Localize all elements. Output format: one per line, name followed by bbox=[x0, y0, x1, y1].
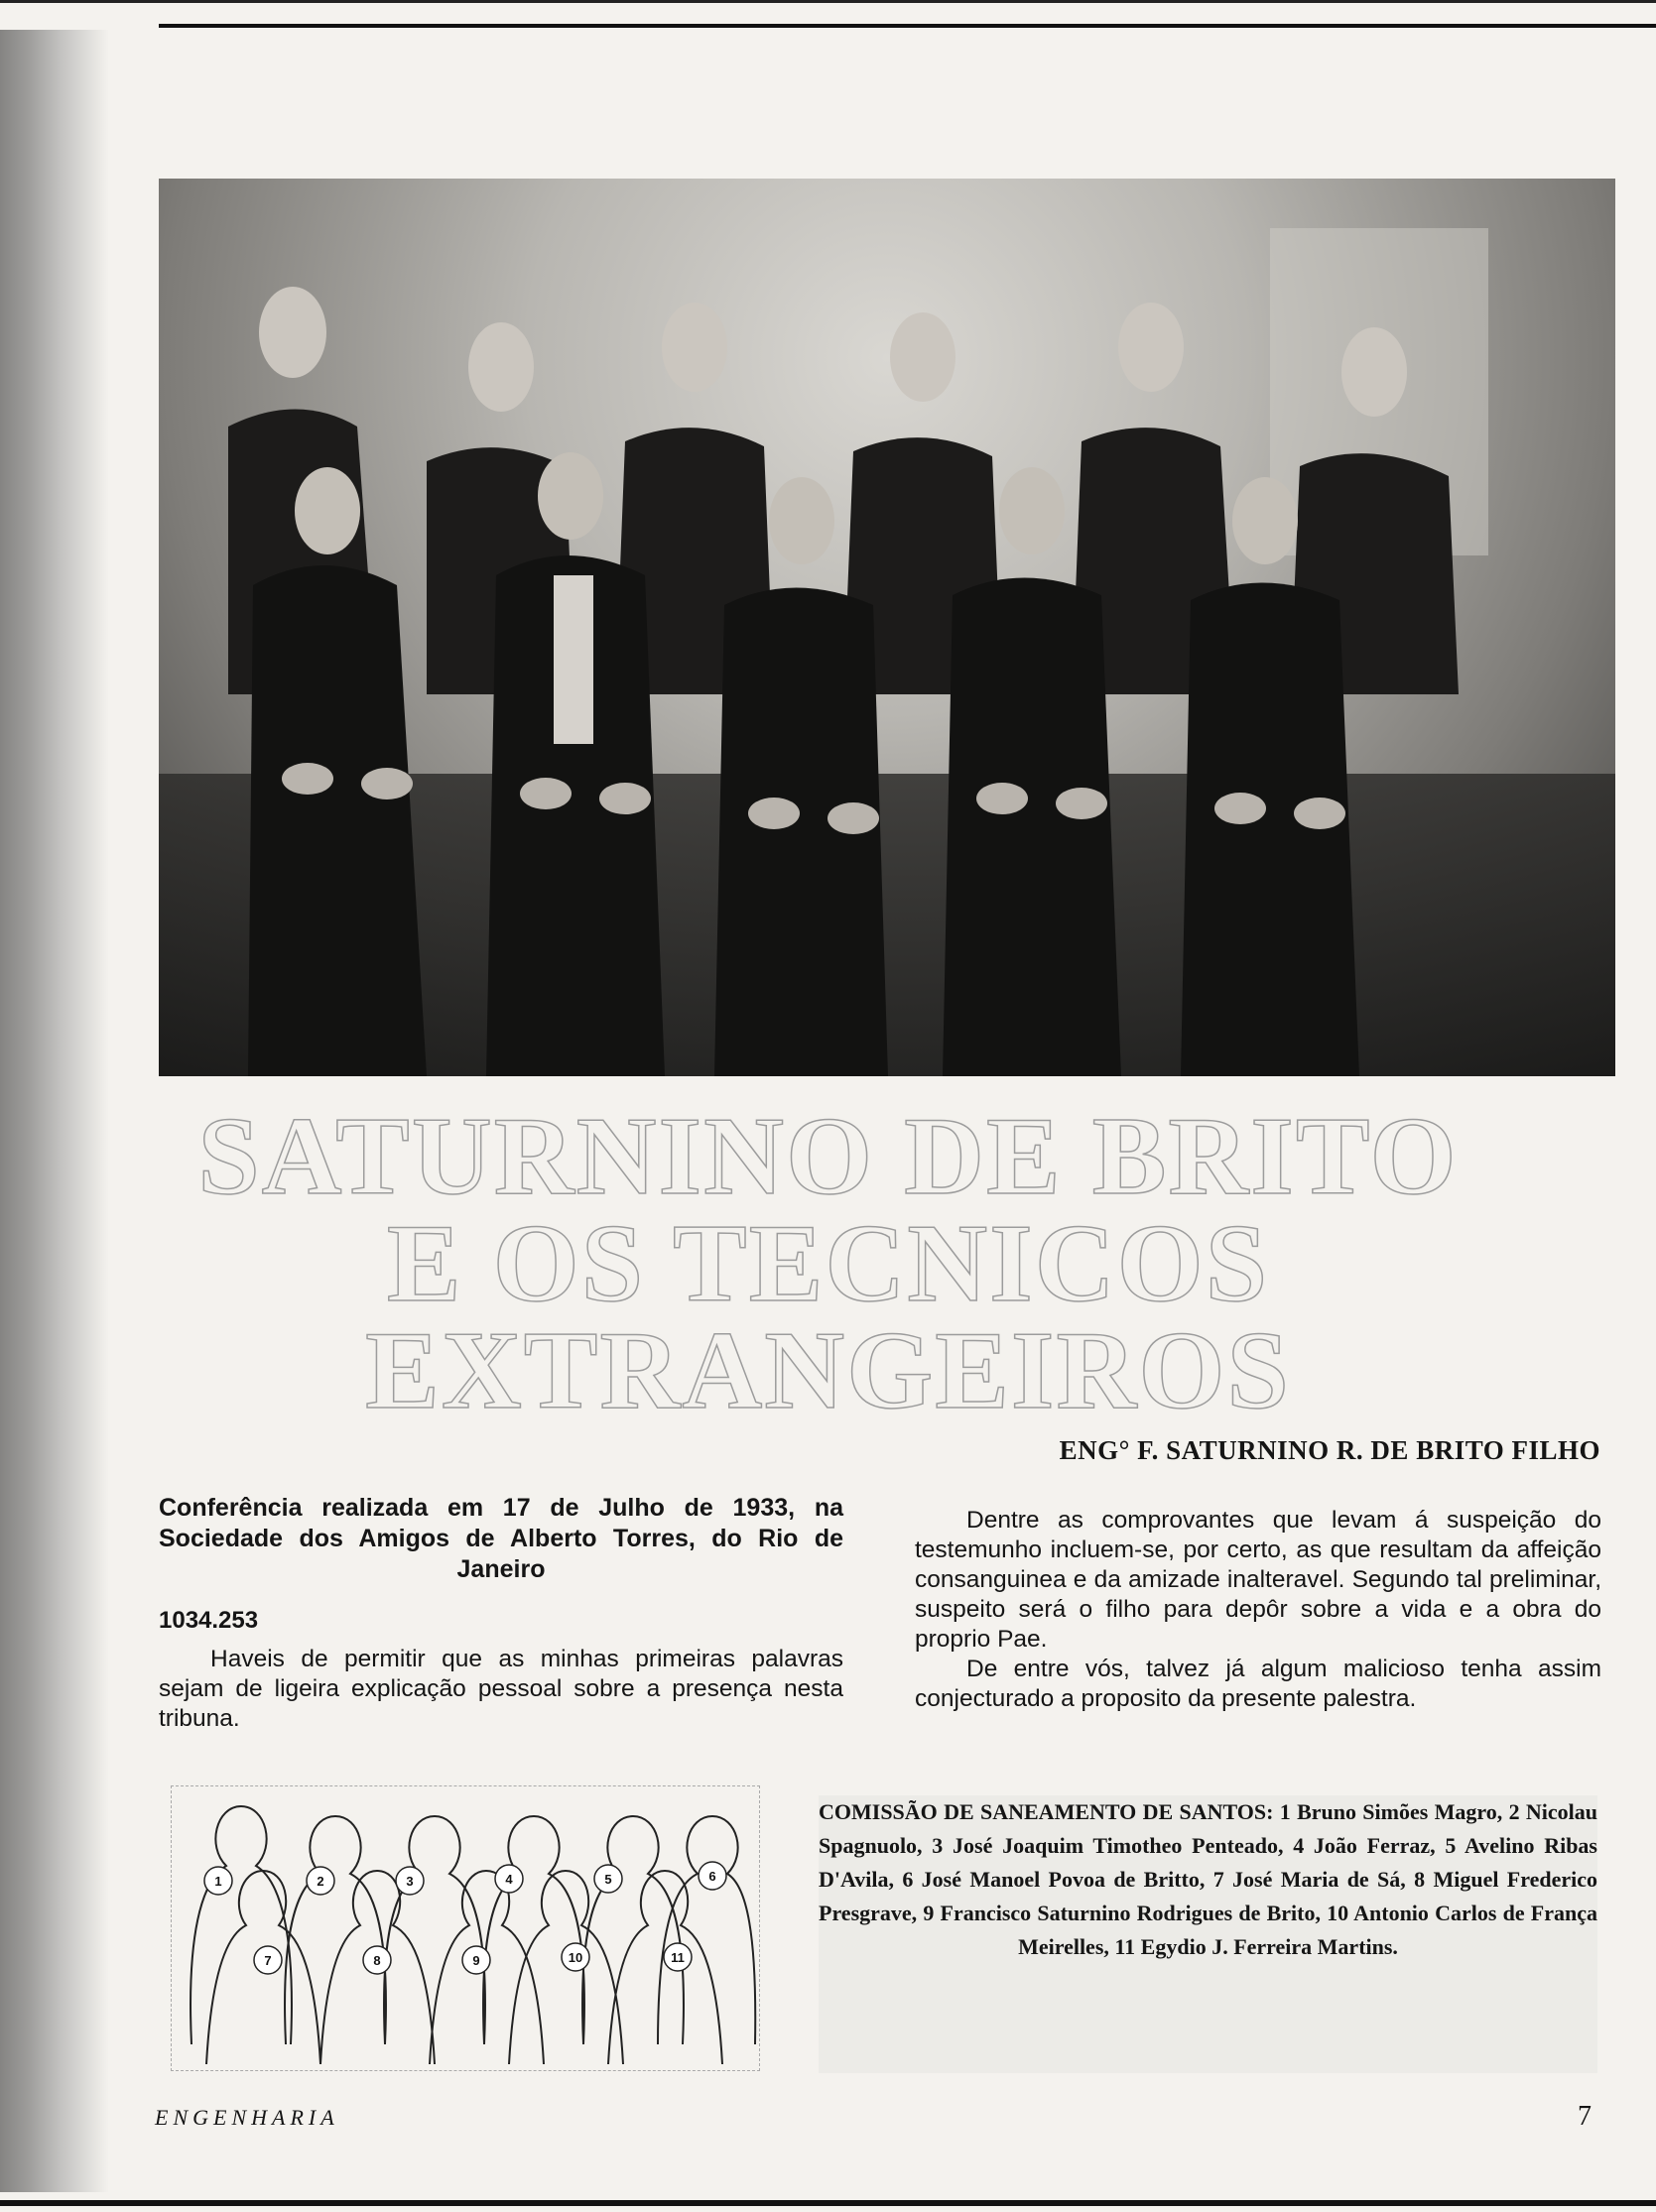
key-number-8: 8 bbox=[373, 1953, 381, 1968]
key-number-6: 6 bbox=[708, 1869, 716, 1884]
right-column bbox=[915, 1506, 1601, 1714]
key-number-7: 7 bbox=[264, 1953, 272, 1968]
left-column bbox=[159, 1493, 843, 1734]
conference-note: Conferência realizada em 17 de Julho de 1933, na Sociedade dos Amigos de Alberto Torres, do Rio de Janeiro bbox=[159, 1494, 843, 1583]
title-line-3: EXTRANGEIROS bbox=[365, 1309, 1291, 1432]
key-number-10: 10 bbox=[568, 1950, 583, 1965]
magazine-name: ENGENHARIA bbox=[155, 2105, 339, 2130]
photo-caption: COMISSÃO DE SANEAMENTO DE SANTOS: 1 Bruno Simões Magro, 2 Nicolau Spagnuolo, 3 José Joaquim Timotheo Penteado, 4 João Ferraz, 5 Avelino Ribas D'Avila, 6 José Manoel Povoa de Britto, 7 José Maria de Sá, 8 Miguel Frederico Presgrave, 9 Francisco Saturnino Rodrigues de Brito, 10 Antonio Carlos de França Meirelles, 11 Egydio J. Ferreira Martins. bbox=[819, 1795, 1597, 2073]
top-rule bbox=[159, 24, 1656, 28]
key-number-5: 5 bbox=[604, 1872, 612, 1887]
key-number-9: 9 bbox=[472, 1953, 480, 1968]
title-line-1: SATURNINO DE BRITO bbox=[197, 1095, 1459, 1218]
left-paragraph: Haveis de permitir que as minhas primeiras palavras sejam de ligeira explicação pessoal sobre a presença nesta tribuna. bbox=[159, 1646, 843, 1732]
key-number-1: 1 bbox=[214, 1874, 222, 1889]
title-line-2: E OS TECNICOS bbox=[386, 1202, 1270, 1325]
classification-code: 1034.253 bbox=[159, 1607, 259, 1634]
key-number-3: 3 bbox=[406, 1874, 414, 1889]
key-number-4: 4 bbox=[505, 1872, 513, 1887]
right-paragraph-2: De entre vós, talvez já algum malicioso tenha assim conjecturado a proposito da presente palestra. bbox=[915, 1656, 1601, 1712]
bottom-rule bbox=[0, 2200, 1656, 2206]
photo-figures bbox=[159, 179, 1615, 1076]
right-paragraph-1: Dentre as comprovantes que levam á suspeição do testemunho incluem-se, por certo, as que resultam da affeição consanguinea e da amizade inalteravel. Segundo tal preliminar, suspeito será o filho para depôr sobre a vida e a obra do proprio Pae. bbox=[915, 1507, 1601, 1653]
photo-key-diagram bbox=[171, 1785, 760, 2071]
author-byline: ENG° F. SATURNINO R. DE BRITO FILHO bbox=[1059, 1435, 1600, 1465]
key-number-2: 2 bbox=[317, 1874, 324, 1889]
group-photograph bbox=[159, 179, 1615, 1076]
page-number: 7 bbox=[1578, 2101, 1592, 2132]
top-edge-line bbox=[0, 0, 1656, 3]
silhouette-key bbox=[172, 1786, 759, 2070]
key-number-11: 11 bbox=[671, 1950, 685, 1965]
